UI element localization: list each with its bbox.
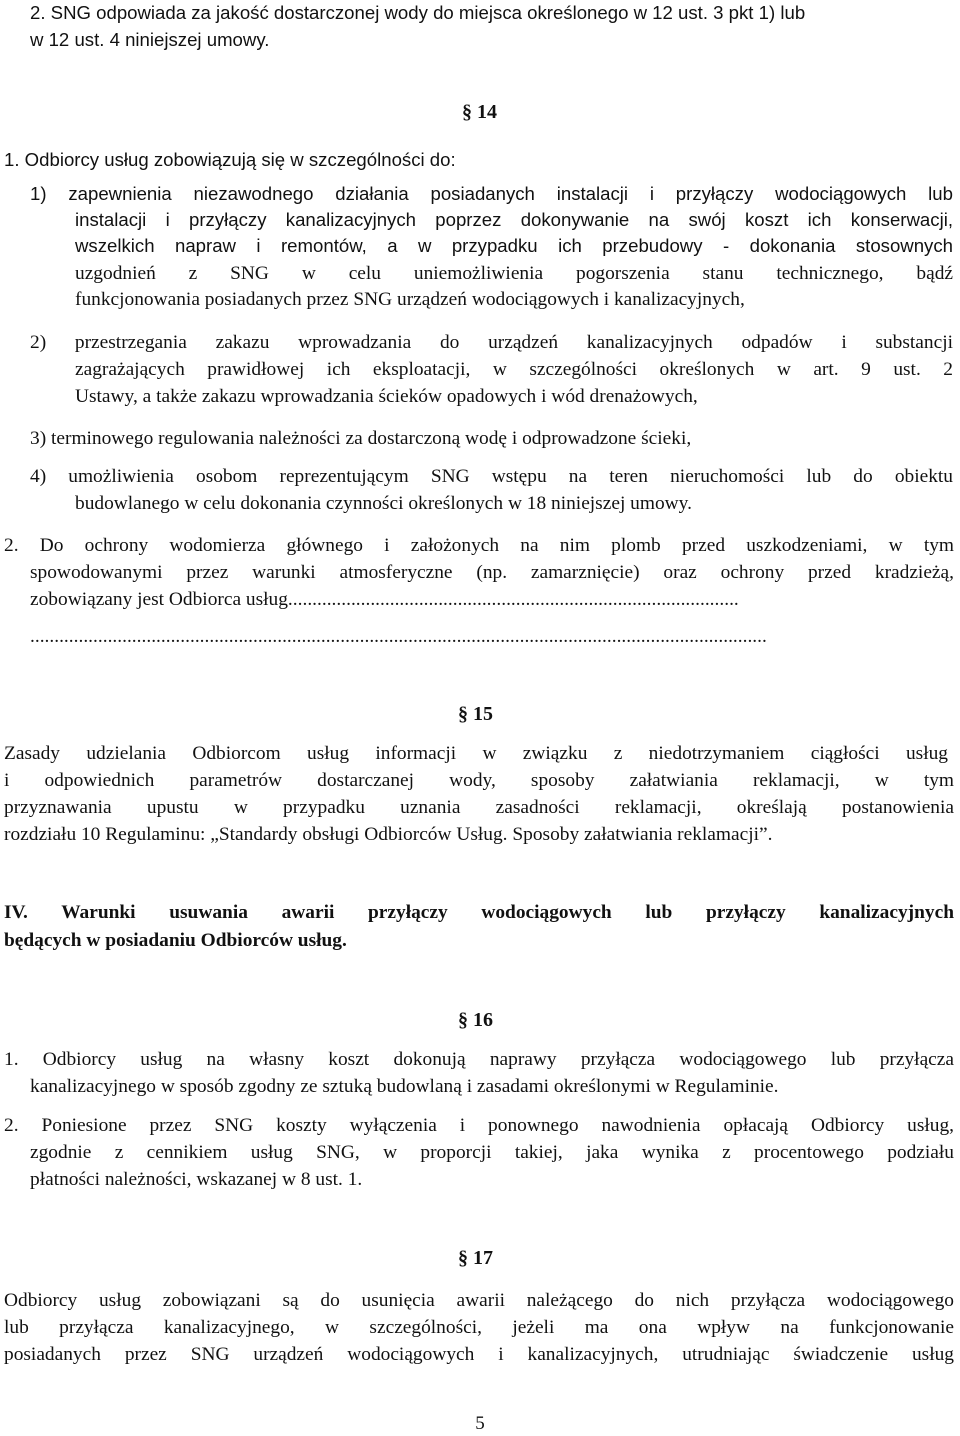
para-15-line: przyznawania upustu w przypadku uznania zasadności reklamacji, określają postanowienia (4, 797, 954, 818)
para-14-4-line: budowlanego w celu dokonania czynności określonych w 18 niniejszej umowy. (75, 493, 692, 514)
para-16-1-line: kanalizacyjnego w sposób zgodny ze sztuką budowlaną i zasadami określonymi w Regulaminie. (30, 1076, 779, 1097)
para-17-line: lub przyłącza kanalizacyjnego, w szczególności, jeżeli ma ona wpływ na funkcjonowanie (4, 1317, 954, 1338)
para-14-2-line: Ustawy, a także zakazu wprowadzania ścieków opadowych i wód drenażowych, (75, 386, 698, 407)
para-14-pt2-line: spowodowanymi przez warunki atmosferyczne (np. zamarznięcie) oraz ochrony przed kradzieżą, (30, 562, 954, 583)
para-17-line: Odbiorcy usług zobowiązani są do usunięcia awarii należącego do nich przyłącza wodociągowego (4, 1290, 954, 1311)
para-14-2-line: 2) przestrzegania zakazu wprowadzania do urządzeń kanalizacyjnych odpadów i substancji (30, 332, 953, 353)
para-15-line: i odpowiednich parametrów dostarczanej wody, sposoby załatwiania reklamacji, w tym (4, 770, 954, 791)
para-14-pt2-line: 2. Do ochrony wodomierza głównego i założonych na nim plomb przed uszkodzeniami, w tym (4, 535, 954, 556)
top-line-2: w 12 ust. 4 niniejszej umowy. (30, 29, 270, 50)
para-14-1-line: 1) zapewnienia niezawodnego działania posiadanych instalacji i przyłączy wodociągowych lub (30, 183, 953, 204)
section-number: 17 (473, 1247, 493, 1269)
section-heading-16: § 16 (458, 1009, 493, 1031)
para-14-1-line: uzgodnień z SNG w celu uniemożliwienia pogorszenia stanu technicznego, bądź (75, 263, 953, 284)
para-16-2-line: płatności należności, wskazanej w 8 ust. 1. (30, 1169, 363, 1190)
section-number: 16 (473, 1009, 493, 1031)
section-heading-15: § 15 (458, 703, 493, 725)
para-14-pt2-line: ........................................................................................................................................................ (30, 626, 767, 647)
para-14-3: 3) terminowego regulowania należności za dostarczoną wodę i odprowadzone ścieki, (30, 428, 692, 449)
section-heading-14: § 14 (462, 101, 497, 123)
para-14-1-line: funkcjonowania posiadanych przez SNG urządzeń wodociągowych i kanalizacyjnych, (75, 289, 745, 310)
section-number: 14 (477, 101, 497, 123)
para-14-1-line: wszelkich napraw i remontów, a w przypadku ich przebudowy - dokonania stosownych (75, 235, 953, 256)
para-14-pt2-line: zobowiązany jest Odbiorca usług............................................................................................. (30, 589, 739, 610)
section-14-intro: 1. Odbiorcy usług zobowiązują się w szczególności do: (4, 149, 456, 170)
section-number: 15 (473, 703, 493, 725)
para-14-4-line: 4) umożliwienia osobom reprezentującym SNG wstępu na teren nieruchomości lub do obiektu (30, 466, 953, 487)
para-16-2-line: zgodnie z cennikiem usług SNG, w proporcji takiej, jaka wynika z procentowego podziału (30, 1142, 954, 1163)
page-number: 5 (475, 1413, 485, 1434)
para-16-2-line: 2. Poniesione przez SNG koszty wyłączenia i ponownego nawodnienia opłacają Odbiorcy usług, (4, 1115, 954, 1136)
para-15-line: Zasady udzielania Odbiorcom usług informacji w związku z niedotrzymaniem ciągłości usług (4, 743, 948, 764)
para-14-2-line: zagrażających prawidłowej ich eksploatacji, w szczególności określonych w art. 9 ust. 2 (75, 359, 953, 380)
top-line-1: 2. SNG odpowiada za jakość dostarczonej wody do miejsca określonego w 12 ust. 3 pkt 1) lub (30, 2, 806, 23)
para-17-line: posiadanych przez SNG urządzeń wodociągowych i kanalizacyjnych, utrudniając świadczenie usług (4, 1344, 954, 1365)
chapter-heading-line: będących w posiadaniu Odbiorców usług. (4, 930, 347, 951)
para-14-1-line: instalacji i przyłączy kanalizacyjnych poprzez dokonywanie na swój koszt ich konserwacji, (75, 209, 953, 230)
section-heading-17: § 17 (458, 1247, 493, 1269)
chapter-heading-line: IV. Warunki usuwania awarii przyłączy wodociągowych lub przyłączy kanalizacyjnych (4, 902, 954, 923)
para-15-line: rozdziału 10 Regulaminu: „Standardy obsługi Odbiorców Usług. Sposoby załatwiania reklamacji”. (4, 824, 773, 845)
para-16-1-line: 1. Odbiorcy usług na własny koszt dokonują naprawy przyłącza wodociągowego lub przyłącza (4, 1049, 954, 1070)
